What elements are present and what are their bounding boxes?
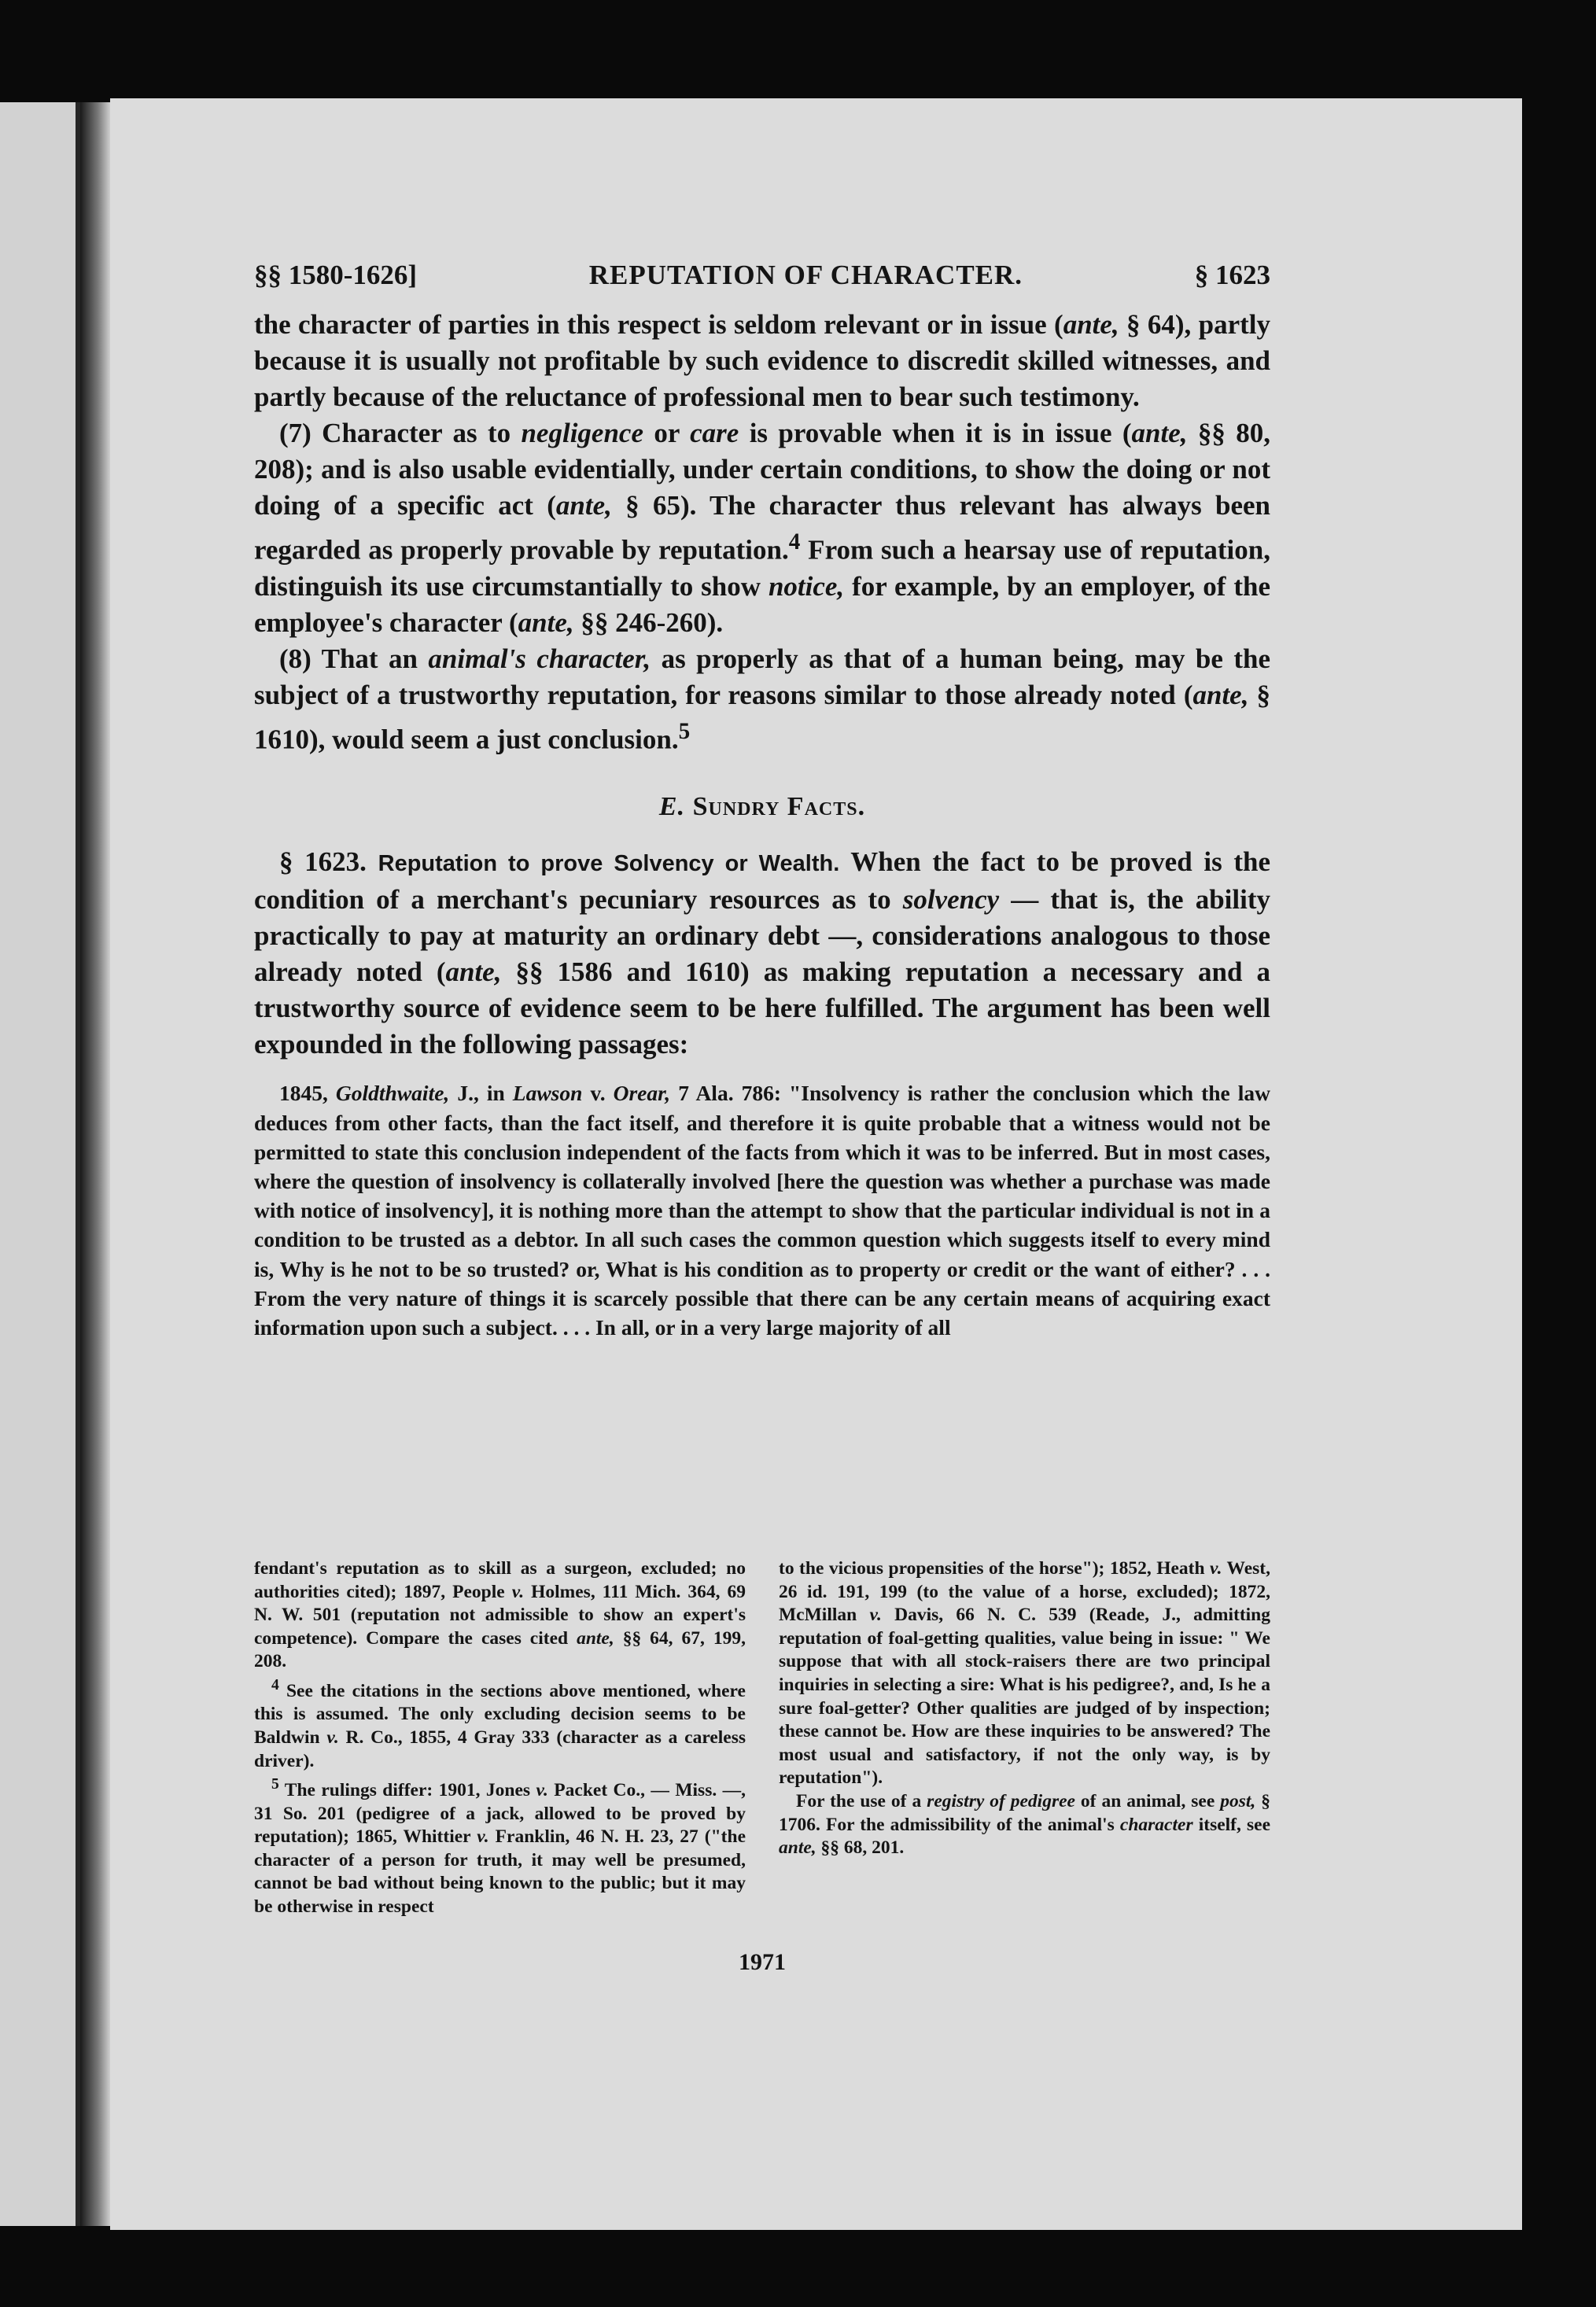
section-1623: § 1623. Reputation to prove Solvency or Wealth. When the fact to be proved is the condition of a merchant's pecuniary resources as to solvency — that is, the ability practically to pay at maturity an ordinary debt —, considerations analogous to those already noted (ante, §§ 1586 and 1610) as making reputation a necessary and a trustworthy source of evidence seem to be here fulfilled. The argument has been well expounded in the following passages: <box>254 846 1271 1060</box>
footnotes-right-column <box>779 1557 1270 1919</box>
adjacent-page-edge <box>0 102 80 2226</box>
main-text <box>254 260 1270 1342</box>
footnote-5-continuation: to the vicious propensities of the horse"); 1852, Heath v. West, 26 id. 191, 199 (to the value of a horse, excluded); 1872, McMillan v. Davis, 66 N. C. 539 (Reade, J., admitting reputation of foal-getting qualities, value being in issue: " We suppose that with all stock-raisers there are two principal inquiries in selecting a sire: What is his pedigree?, and, Is he a sure foal-getter? Other qualities are judged of by inspection; these cannot be. How are these inquiries to be answered? The most usual and satisfactory, if not the only way, is by reputation"). <box>779 1558 1270 1789</box>
paragraph-8-animal: (8) That an animal's character, as properly as that of a human being, may be the subject of a trustworthy reputation, for reasons similar to those already noted (ante, § 1610), would seem a just conclusion.$^5$ <box>254 643 1271 755</box>
header-section-number: § 1623 <box>1194 260 1270 290</box>
section-heading: E. Sundry Facts. <box>658 792 866 822</box>
footnote-5: $^5$ The rulings differ: 1901, Jones v. Packet Co., — Miss. —, 31 So. 201 (pedigree of a jack, allowed to be proved by reputation); 1865, Whittier v. Franklin, 46 N. H. 23, 27 ("the character of a person for truth, it may well be presumed, cannot be bad without being known to the public; but it may be otherwise in respect <box>254 1776 746 1917</box>
footnote-ref-4: 4 <box>788 529 801 555</box>
footnotes <box>254 1557 1270 1919</box>
footnote-ref-5: 5 <box>678 718 691 744</box>
footnote-5-registry: For the use of a registry of pedigree of an animal, see post, § 1706. For the admissibility of the animal's character itself, see ante, §§ 68, 201. <box>779 1790 1270 1859</box>
header-title: REPUTATION OF CHARACTER. <box>588 260 1023 290</box>
book-gutter <box>80 102 110 2226</box>
section-number: § 1623. <box>279 846 367 878</box>
page-number: 1971 <box>739 1949 786 1975</box>
running-header <box>254 260 1270 291</box>
case-quotation: 1845, Goldthwaite, J., in Lawson v. Orear, 7 Ala. 786: "Insolvency is rather the conclusion which the law deduces from other facts, than the fact itself, and therefore it is quite probable that a witness would not be permitted to state this conclusion independent of the facts from which it was to be inferred. But in most cases, where the question of insolvency is collaterally involved [here the question was whether a purchase was made with notice of insolvency], it is nothing more than the attempt to show that the particular individual is not in a condition to be trusted as a debtor. In all such cases the common question which suggests itself to every mind is, Why is he not to be so trusted? or, What is his condition as to property or credit or the want of either? . . . From the very nature of things it is scarcely possible that there can be any certain means of acquiring exact information upon such a subject. . . . In all, or in a very large majority of all <box>254 1081 1271 1340</box>
footnote-4: $^4$ See the citations in the sections above mentioned, where this is assumed. The only excluding decision seems to be Baldwin v. R. Co., 1855, 4 Gray 333 (character as a careless driver). <box>254 1676 746 1771</box>
footnotes-left-column <box>254 1557 746 1919</box>
section-heading-1623: Reputation to prove Solvency or Wealth. <box>378 851 840 877</box>
paragraph-continuation: the character of parties in this respect is seldom relevant or in issue (ante, § 64), partly because it is usually not profitable by such evidence to discredit skilled witnesses, and partly because of the reluctance of professional men to bear such testimony. <box>254 309 1270 412</box>
footnote-continuation: fendant's reputation as to skill as a surgeon, excluded; no authorities cited); 1897, People v. Holmes, 111 Mich. 364, 69 N. W. 501 (reputation not admissible to show an expert's competence). Compare the cases cited ante, §§ 64, 67, 199, 208. <box>254 1558 746 1672</box>
header-section-range: §§ 1580-1626] <box>254 260 418 290</box>
paragraph-7-negligence: (7) Character as to negligence or care is provable when it is in issue (ante, §§ 80, 208); and is also usable evidentially, under certain conditions, to show the doing or not doing of a specific act (ante, § 65). The character thus relevant has always been regarded as properly provable by reputation.$^4$ From such a hearsay use of reputation, distinguish its use circumstantially to show notice, for example, by an employer, of the employee's character (ante, §§ 246-260). <box>254 418 1271 638</box>
